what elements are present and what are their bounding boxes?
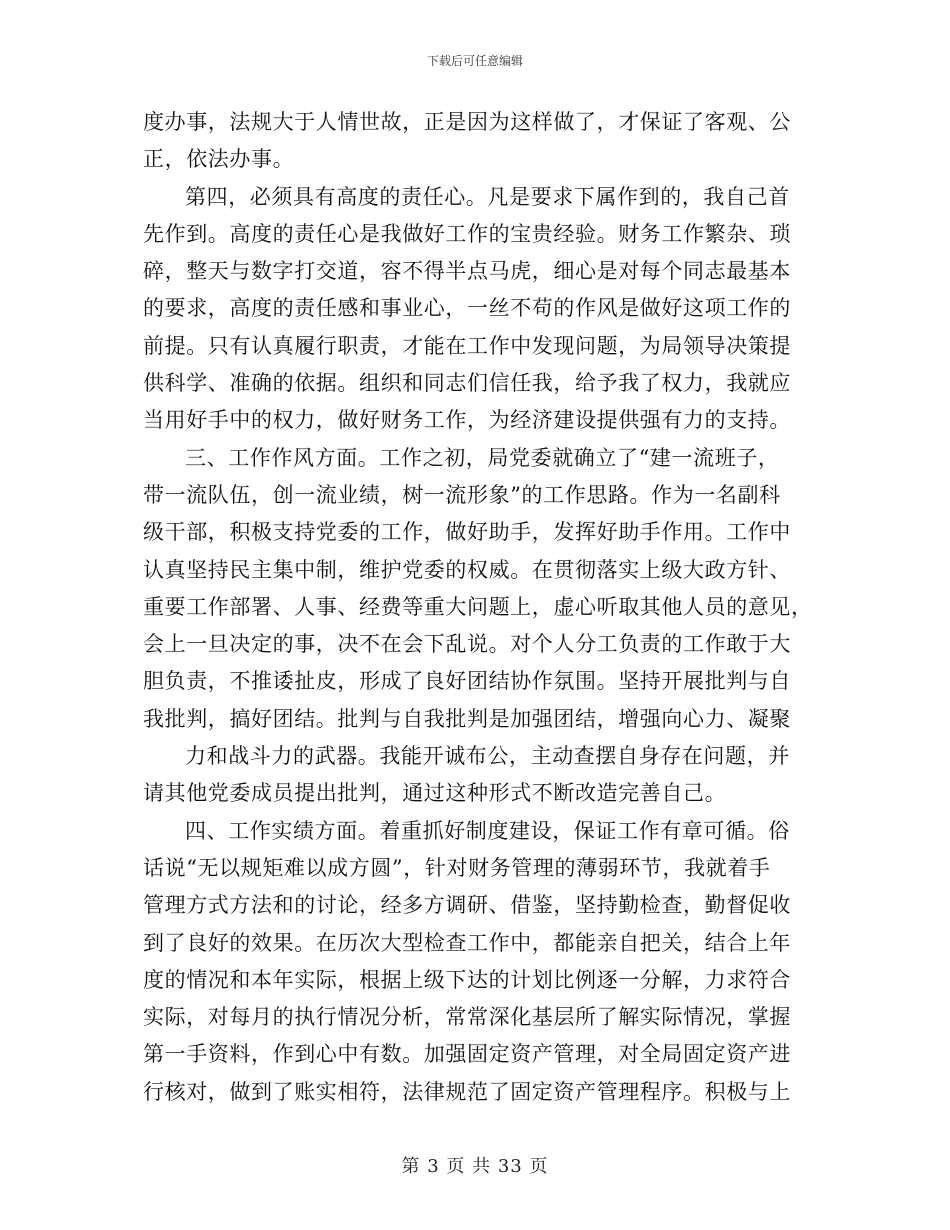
text-line: 请其他党委成员提出批判，通过这种形式不断改造完善自己。: [143, 781, 727, 806]
text-line: 供科学、准确的依据。组织和同志们信任我，给予我了权力，我就应: [143, 371, 791, 396]
text-line: 前提。只有认真履行职责，才能在工作中发现问题，为局领导决策提: [143, 333, 791, 358]
text-line: 三、工作作风方面。工作之初，局党委就确立了“建一流班子，: [185, 445, 780, 470]
text-line: 实际，对每月的执行情况分析，常常深化基层所了解实际情况，掌握: [143, 1005, 791, 1030]
text-line: 管理方式方法和的讨论，经多方调研、借鉴，坚持勤检查，勤督促收: [143, 893, 791, 918]
text-line: 度的情况和本年实际，根据上级下达的计划比例逐一分解，力求符合: [143, 967, 791, 992]
text-line: 行核对，做到了账实相符，法律规范了固定资产管理程序。积极与上: [143, 1079, 791, 1104]
text-line: 第四，必须具有高度的责任心。凡是要求下属作到的，我自己首: [185, 184, 790, 209]
text-line: 级干部，积极支持党委的工作，做好助手，发挥好助手作用。工作中: [143, 520, 791, 545]
text-line: 先作到。高度的责任心是我做好工作的宝贵经验。财务工作繁杂、琐: [143, 221, 791, 246]
text-line: 重要工作部署、人事、经费等重大问题上，虚心听取其他人员的意见，: [143, 594, 813, 619]
text-line: 话说“无以规矩难以成方圆”，针对财务管理的薄弱环节，我就着手: [143, 855, 771, 880]
page-header-note: 下载后可任意编辑: [426, 54, 523, 68]
text-line: 正，依法办事。: [143, 147, 295, 172]
text-line: 的要求，高度的责任感和事业心，一丝不苟的作风是做好这项工作的: [143, 296, 791, 321]
text-line: 度办事，法规大于人情世故，正是因为这样做了，才保证了客观、公: [143, 110, 791, 134]
document-body: [143, 104, 813, 1111]
text-line: 四、工作实绩方面。着重抓好制度建设，保证工作有章可循。俗: [185, 818, 790, 843]
page-number: 第 3 页 共 33 页: [401, 1156, 549, 1177]
text-line: 带一流队伍，创一流业绩，树一流形象”的工作思路。作为一名副科: [143, 482, 781, 507]
text-line: 力和战斗力的武器。我能开诚布公，主动查摆自身存在问题，并: [185, 744, 790, 769]
text-line: 会上一旦决定的事，决不在会下乱说。对个人分工负责的工作敢于大: [143, 632, 791, 657]
text-line: 到了良好的效果。在历次大型检查工作中，都能亲自把关，结合上年: [143, 930, 791, 955]
text-line: 碎，整天与数字打交道，容不得半点马虎，细心是对每个同志最基本: [143, 259, 791, 284]
text-line: 当用好手中的权力，做好财务工作，为经济建设提供强有力的支持。: [143, 408, 791, 433]
text-line: 胆负责，不推诿扯皮，形成了良好团结协作氛围。坚持开展批判与自: [143, 669, 791, 694]
text-line: 认真坚持民主集中制，维护党委的权威。在贯彻落实上级大政方针、: [143, 557, 791, 582]
text-line: 第一手资料，作到心中有数。加强固定资产管理，对全局固定资产进: [143, 1042, 791, 1067]
text-line: 我批判，搞好团结。批判与自我批判是加强团结，增强向心力、凝聚: [143, 706, 791, 731]
